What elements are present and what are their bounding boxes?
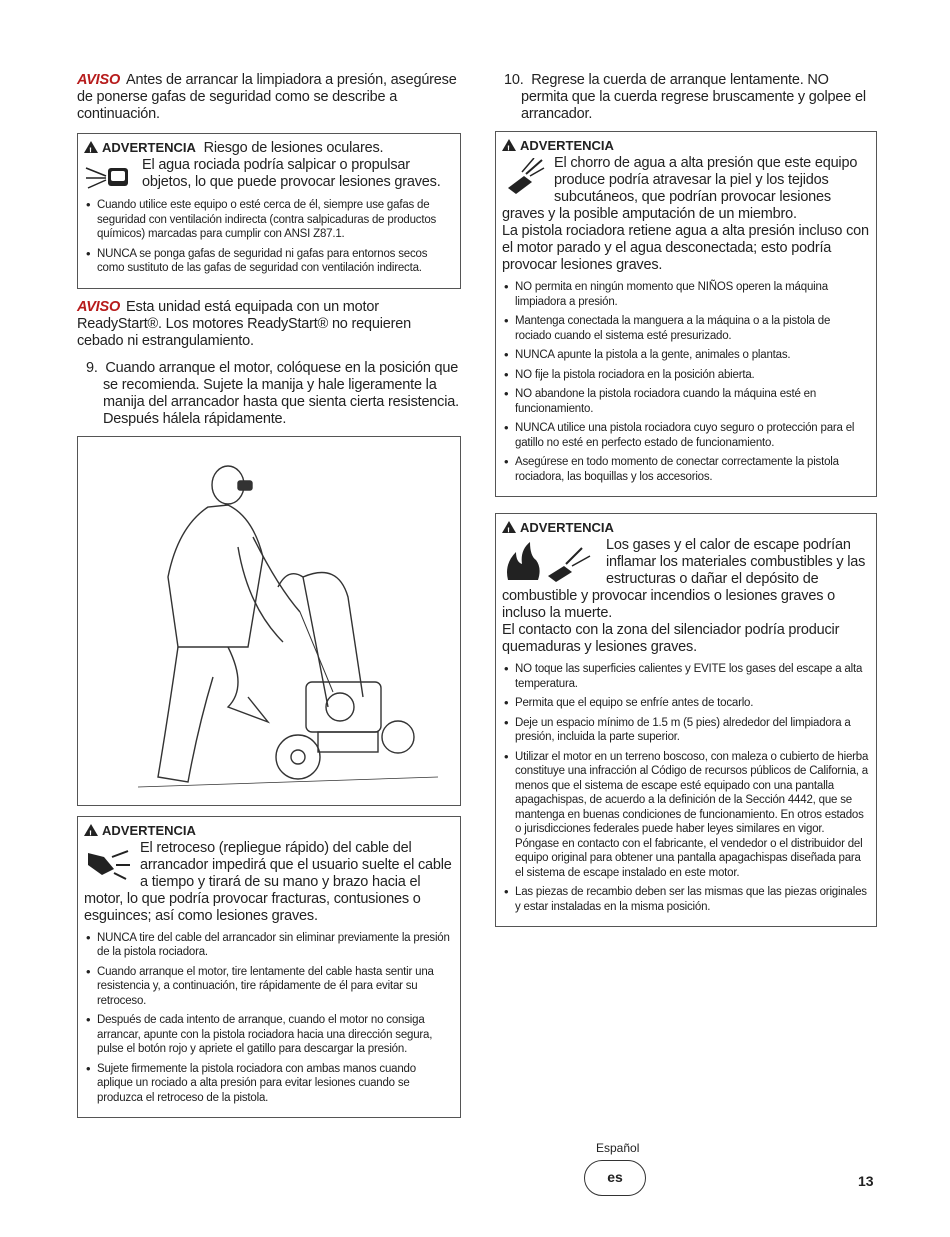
list-item-extra: Póngase en contacto con el fabricante, el vendedor o el distribuidor del equipo original para obtener una pantalla apagachispas diseñada para el sistema de escape instalado en este motor.	[515, 837, 863, 879]
list-item: • Después de cada intento de arranque, cuando el motor no consiga arrancar, apunte con la pistola rociadora hacia una dirección segura, pulse el botón rojo y apriete el gatillo para descargar la presión.	[84, 1013, 453, 1057]
step-number: 9.	[86, 359, 98, 376]
warning-bullets	[502, 280, 869, 484]
step-number: 10.	[504, 72, 524, 88]
step-text: Cuando arranque el motor, colóquese en la posición que se recomienda. Sujete la manija y hale ligeramente la manija del arrancador hasta que sienta cierta resistencia. Después hálela rápidamente.	[103, 359, 459, 427]
page-number: 13	[858, 1173, 874, 1189]
warning-body: La pistola rociadora retiene agua a alta presión incluso con el motor parado y el agua desconectada; esto podría provocar lesiones graves.	[502, 223, 869, 273]
warning-bullets	[84, 198, 453, 276]
warning-high-pressure	[495, 131, 877, 497]
list-item: • NO fije la pistola rociadora en la posición abierta.	[502, 368, 869, 383]
list-item: • Mantenga conectada la manguera a la máquina o a la pistola de rociado cuando el sistema esté presurizado.	[502, 314, 869, 343]
warning-title: ADVERTENCIA	[520, 520, 614, 535]
notice-label: AVISO	[77, 72, 121, 88]
list-item: • Sujete firmemente la pistola rociadora con ambas manos cuando aplique un rociado a alta presión para evitar lesiones cuando se produzca el retroceso de la pistola.	[84, 1062, 453, 1106]
list-item: • NUNCA utilice una pistola rociadora cuyo seguro o protección para el gatillo no esté en perfecto estado de funcionamiento.	[502, 421, 869, 450]
list-item: • NO permita en ningún momento que NIÑOS operen la máquina limpiadora a presión.	[502, 280, 869, 309]
language-badge: es	[584, 1160, 646, 1196]
warning-body: El contacto con la zona del silenciador podría producir quemaduras y lesiones graves.	[502, 622, 840, 655]
starting-illustration	[77, 436, 461, 806]
notice-text: Antes de arrancar la limpiadora a presión, asegúrese de ponerse gafas de seguridad como se describe a continuación.	[77, 72, 457, 122]
list-item: • Deje un espacio mínimo de 1.5 m (5 pies) alrededor del limpiadora a presión, incluida la parte superior.	[502, 716, 869, 745]
operator-starting-engine-illustration	[78, 437, 460, 803]
list-item: • NUNCA se ponga gafas de seguridad ni gafas para entornos secos como sustituto de las gafas de seguridad con ventilación indirecta.	[84, 247, 453, 276]
high-pressure-injection-icon	[502, 158, 546, 196]
left-column	[77, 72, 461, 1128]
warning-kickback	[77, 816, 461, 1119]
step-9	[77, 360, 461, 428]
list-item: • NO toque las superficies calientes y EVITE los gases del escape a alta temperatura.	[502, 662, 869, 691]
kickback-hand-icon	[84, 843, 132, 883]
warning-bullets	[84, 931, 453, 1106]
notice-label: AVISO	[77, 298, 121, 315]
warning-title: ADVERTENCIA	[102, 822, 196, 838]
warning-body: El agua rociada podría salpicar o propulsar objetos, lo que puede provocar lesiones graves.	[142, 157, 441, 190]
list-item: • Cuando arranque el motor, tire lentamente del cable hasta sentir una resistencia y, a continuación, tire rápidamente de él para evitar su retroceso.	[84, 965, 453, 1009]
list-item: • Cuando utilice este equipo o esté cerca de él, siempre use gafas de seguridad con ventilación indirecta (contra salpicaduras de productos químicos) marcadas para cumplir con ANSI Z87.1.	[84, 198, 453, 242]
list-item: • Las piezas de recambio deben ser las mismas que las piezas originales y estar instaladas en la misma posición.	[502, 885, 869, 914]
warning-triangle-icon	[502, 139, 516, 151]
list-item: • NO abandone la pistola rociadora cuando la máquina esté en funcionamiento.	[502, 387, 869, 416]
warning-triangle-icon	[502, 521, 516, 533]
warning-exhaust-fire	[495, 513, 877, 927]
step-10	[495, 72, 877, 123]
list-item: • Permita que el equipo se enfríe antes de tocarlo.	[502, 696, 869, 711]
warning-title: ADVERTENCIA	[102, 140, 196, 155]
safety-goggles-icon	[84, 160, 134, 196]
step-text: Regrese la cuerda de arranque lentamente. NO permita que la cuerda regrese bruscamente y golpee el arrancador.	[521, 72, 866, 122]
warning-bullets	[502, 662, 869, 914]
warning-eye-injury	[77, 133, 461, 289]
warning-lead: Los gases y el calor de escape podrían inflamar los materiales combustibles y las estructuras o dañar el depósito de combustible y provocar incendios o lesiones graves o incluso la muerte.	[502, 537, 866, 621]
right-column	[495, 72, 877, 937]
notice-readystart	[77, 299, 461, 350]
warning-triangle-icon	[84, 141, 98, 153]
warning-triangle-icon	[84, 824, 98, 836]
list-item: • NUNCA apunte la pistola a la gente, animales o plantas.	[502, 348, 869, 363]
warning-lead: Riesgo de lesiones oculares.	[203, 140, 384, 156]
list-item: • Asegúrese en todo momento de conectar correctamente la pistola rociadora, las boquillas y los accesorios.	[502, 455, 869, 484]
list-item: • NUNCA tire del cable del arrancador sin eliminar previamente la presión de la pistola rociadora.	[84, 931, 453, 960]
notice-goggles	[77, 72, 461, 123]
language-label: Español	[596, 1141, 640, 1155]
warning-lead: El chorro de agua a alta presión que este equipo produce podría atravesar la piel y los tejidos subcutáneos, que podrían provocar lesiones graves y la posible amputación de un miembro.	[502, 155, 858, 222]
warning-lead: El retroceso (repliegue rápido) del cable del arrancador impedirá que el usuario suelte el cable a tiempo y tirará de su mano y brazo hacia el motor, lo que podría provocar fracturas, contusiones o esguinces; así como lesiones graves.	[84, 839, 452, 924]
warning-title: ADVERTENCIA	[520, 138, 614, 153]
notice-text: Esta unidad está equipada con un motor ReadyStart®. Los motores ReadyStart® no requieren cebado ni estrangulamiento.	[77, 298, 411, 349]
list-item: • Utilizar el motor en un terreno boscoso, con maleza o cubierto de hierba constituye una infracción al Código de recursos públicos de California, a menos que el sistema de escape esté equipado con una pantalla apagachispas, de acuerdo a la definición de la Sección 4442, que se mantenga en buenas condiciones de funcionamiento. En otros estados o jurisdicciones federales puede haber leyes similares en vigor.	[502, 750, 869, 837]
fire-hot-surface-icon	[502, 540, 598, 584]
